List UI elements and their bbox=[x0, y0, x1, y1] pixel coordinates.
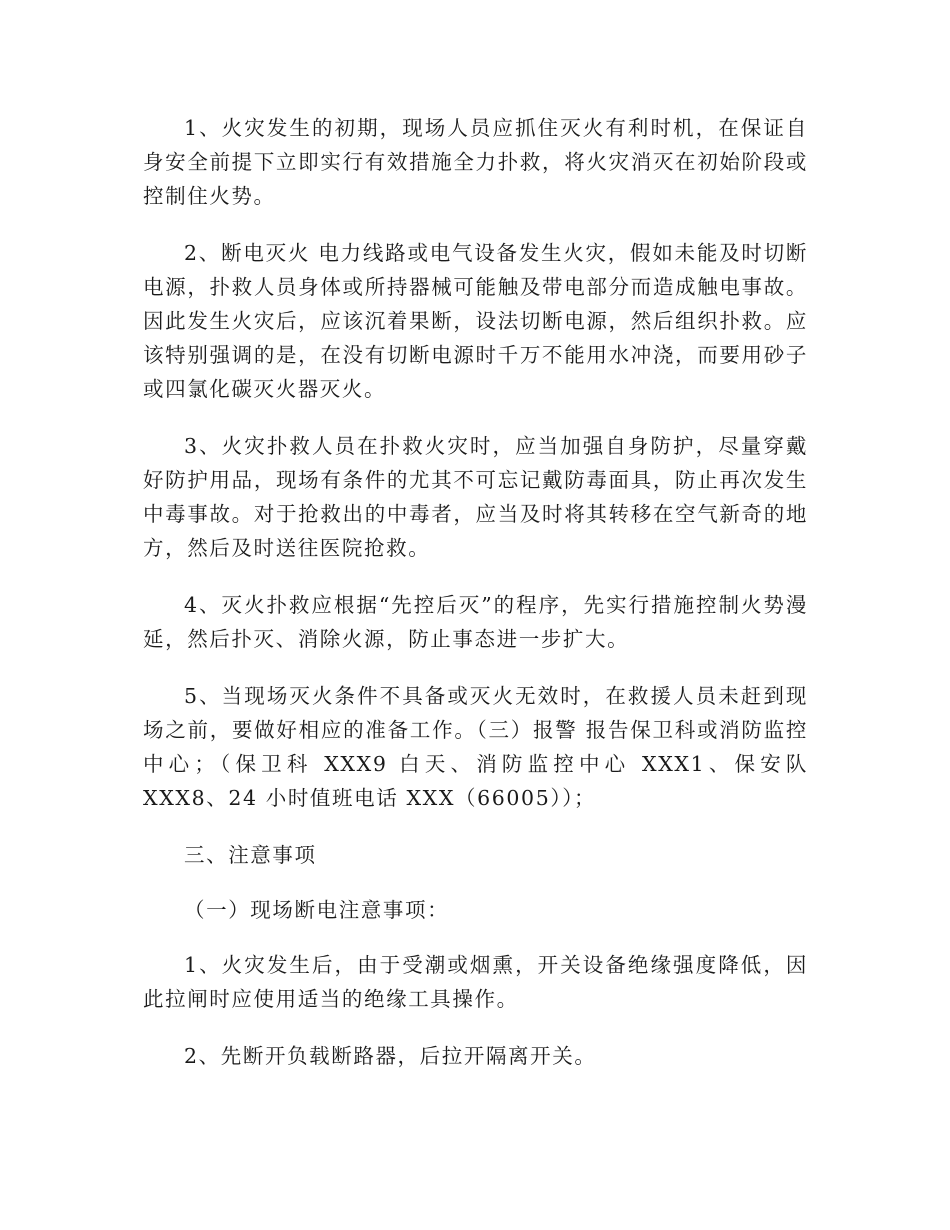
section-heading-precautions: 三、注意事项 bbox=[184, 843, 317, 867]
paragraph-control-then-extinguish: 4、灭火扑救应根据“先控后灭”的程序，先实行措施控制火势漫延，然后扑灭、消除火源，防止事态进一步扩大。 bbox=[143, 593, 808, 651]
document-body bbox=[143, 111, 808, 1096]
paragraph-preparation-and-alarm: 5、当现场灭火条件不具备或灭火无效时，在救援人员未赶到现场之前，要做好相应的准备工作。（三）报警 报告保卫科或消防监控中心；（保卫科 XXX9 白天、消防监控中心 XXX1、保安队 XXX8、24 小时值班电话 XXX（66005））； bbox=[143, 684, 808, 810]
subsection-heading-power-cut-precautions: （一）现场断电注意事项： bbox=[184, 898, 450, 922]
paragraph-breaker-order: 2、先断开负载断路器，后拉开隔离开关。 bbox=[184, 1044, 597, 1068]
paragraph-power-cut-firefighting: 2、断电灭火 电力线路或电气设备发生火灾，假如未能及时切断电源，扑救人员身体或所持器械可能触及带电部分而造成触电事故。因此发生火灾后，应该沉着果断，设法切断电源，然后组织扑救。应该特别强调的是，在没有切断电源时千万不能用水冲浇，而要用砂子或四氯化碳灭火器灭火。 bbox=[143, 241, 808, 401]
paragraph-fire-initial-stage: 1、火灾发生的初期，现场人员应抓住灭火有利时机，在保证自身安全前提下立即实行有效措施全力扑救，将火灾消灭在初始阶段或控制住火势。 bbox=[143, 116, 808, 208]
paragraph-rescuer-protection: 3、火灾扑救人员在扑救火灾时，应当加强自身防护，尽量穿戴好防护用品，现场有条件的尤其不可忘记戴防毒面具，防止再次发生中毒事故。对于抢救出的中毒者，应当及时将其转移在空气新奇的地方，然后及时送往医院抢救。 bbox=[143, 434, 808, 560]
paragraph-insulated-tools: 1、火灾发生后，由于受潮或烟熏，开关设备绝缘强度降低，因此拉闸时应使用适当的绝缘工具操作。 bbox=[143, 953, 808, 1011]
